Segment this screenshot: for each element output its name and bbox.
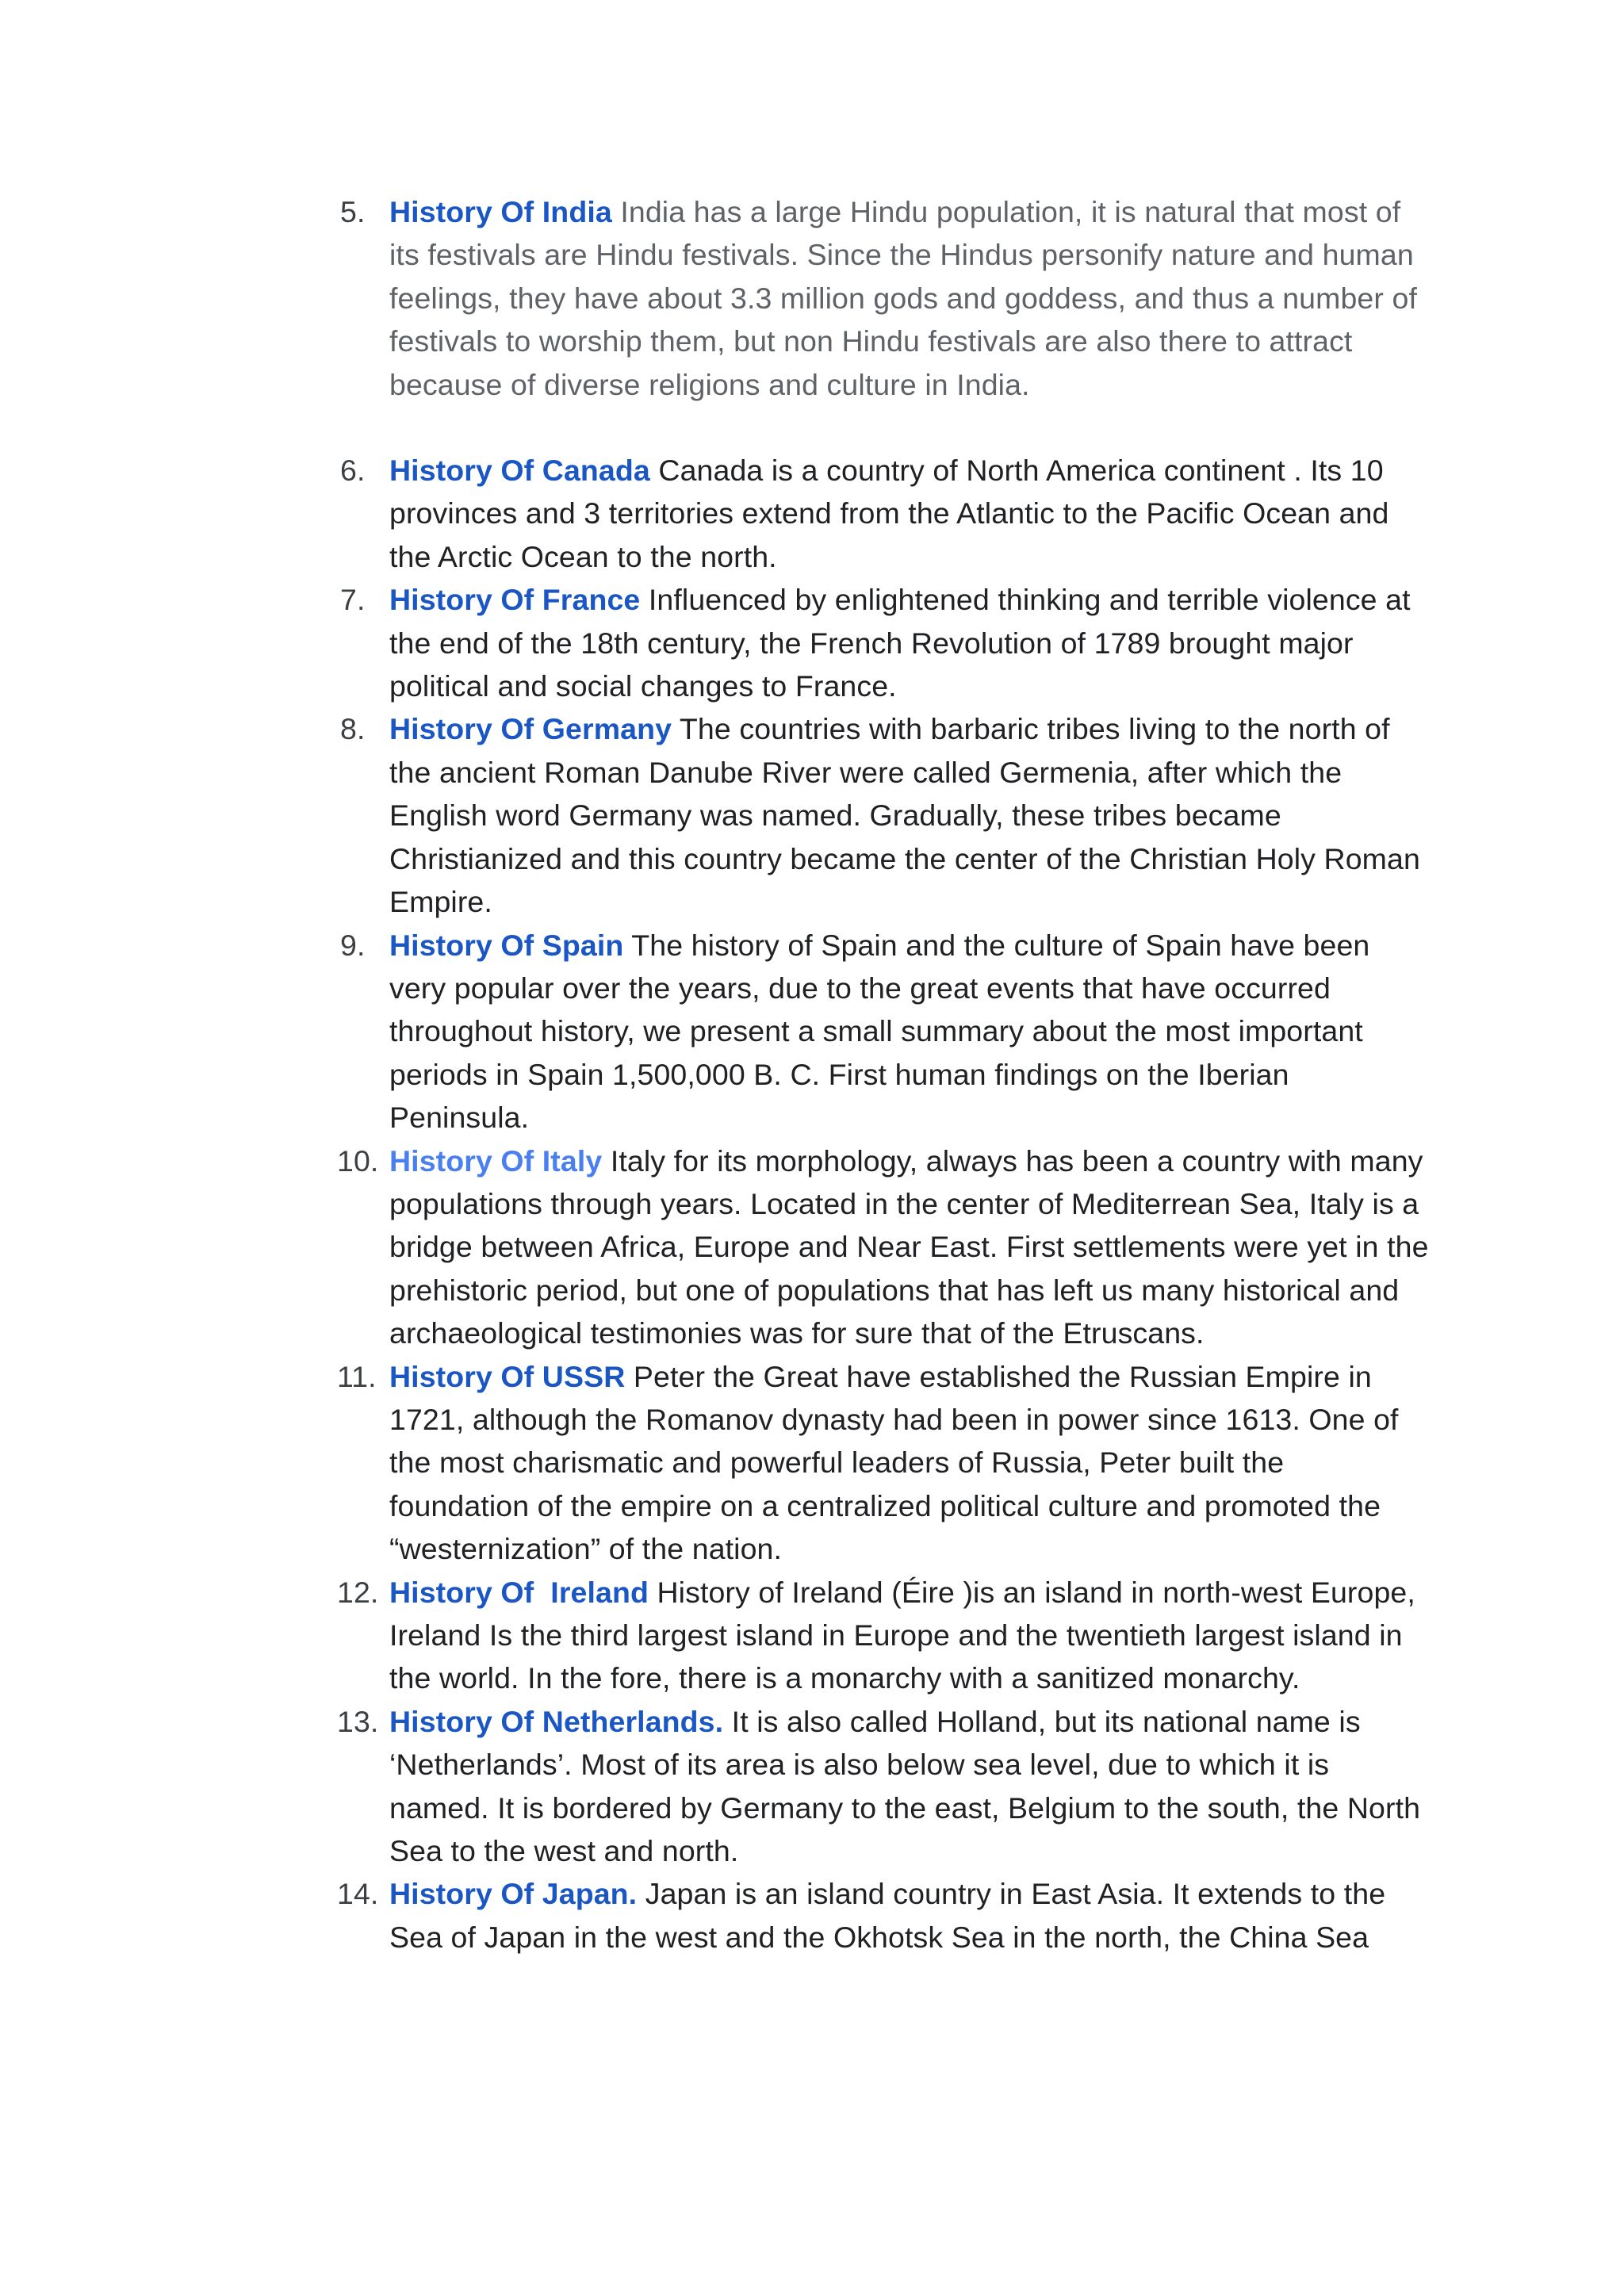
list-item-india — [335, 190, 1430, 406]
list-item-canada — [335, 449, 1430, 578]
item-number: 13. — [337, 1704, 379, 1738]
item-title-germany[interactable]: History Of Germany — [389, 712, 672, 746]
list-item-italy — [335, 1139, 1430, 1355]
list-item-germany — [335, 707, 1430, 923]
list-item-japan — [335, 1872, 1430, 1959]
item-text: It is also called Holland, but its national name is ‘Netherlands’. Most of its area is also below sea level, due to which it is named. It is bordered by Germany to the east, Belgium to the south, the North Sea to the west and north. — [389, 1704, 1421, 1868]
item-number: 5. — [340, 195, 366, 228]
item-text: Italy for its morphology, always has been a country with many populations through years. Located in the center of Mediterrean Sea, Italy is a bridge between Africa, Europe and Near East. First settlements were yet in the prehistoric period, but one of populations that has left us many historical and archaeological testimonies was for sure that of the Etruscans. — [389, 1143, 1429, 1350]
item-number: 11. — [337, 1359, 377, 1393]
item-number: 8. — [340, 712, 366, 746]
item-title-india[interactable]: History Of India — [389, 195, 612, 228]
item-title-canada[interactable]: History Of Canada — [389, 454, 650, 488]
item-title-france[interactable]: History Of France — [389, 583, 641, 617]
item-text: Peter the Great have established the Russian Empire in 1721, although the Romanov dynasty had been in power since 1613. One of the most charismatic and powerful leaders of Russia, Peter built the foundation of the empire on a centralized political culture and promoted the “westernization” of the nation. — [389, 1359, 1399, 1566]
item-title-netherlands[interactable]: History Of Netherlands. — [389, 1704, 724, 1738]
item-text: Influenced by enlightened thinking and terrible violence at the end of the 18th century, the French Revolution of 1789 brought major political and social changes to France. — [389, 583, 1411, 703]
item-number: 6. — [340, 454, 366, 488]
list-item-ussr — [335, 1355, 1430, 1571]
item-title-italy[interactable]: History Of Italy — [389, 1143, 603, 1178]
item-number: 14. — [337, 1877, 379, 1911]
item-text: Canada is a country of North America continent . Its 10 provinces and 3 territories extend from the Atlantic to the Pacific Ocean and the Arctic Ocean to the north. — [389, 454, 1389, 573]
item-title-spain[interactable]: History Of Spain — [389, 928, 624, 962]
item-title-ireland[interactable]: History Of Ireland — [389, 1575, 649, 1609]
list-item-netherlands — [335, 1700, 1430, 1873]
list-item-spain — [335, 924, 1430, 1139]
item-text: Japan is an island country in East Asia. It extends to the Sea of Japan in the west and the Okhotsk Sea in the north, the China Sea — [389, 1877, 1386, 1954]
item-number: 10. — [337, 1143, 379, 1178]
list-item-france — [335, 578, 1430, 707]
item-number: 7. — [340, 583, 366, 617]
item-text: The history of Spain and the culture of Spain have been very popular over the years, due to the great events that have occurred throughout history, we present a small summary about the most important periods in Spain 1,500,000 B. C. First human findings on the Iberian Peninsula. — [389, 928, 1370, 1135]
list-item-ireland — [335, 1571, 1430, 1700]
item-text: India has a large Hindu population, it is natural that most of its festivals are Hindu festivals. Since the Hindus personify nature and human feelings, they have about 3.3 million gods and goddess, and thus a number of festivals to worship them, but non Hindu festivals are also there to attract because of diverse religions and culture in India. — [389, 195, 1417, 401]
item-number: 12. — [337, 1575, 379, 1609]
item-title-japan[interactable]: History Of Japan. — [389, 1877, 638, 1911]
item-number: 9. — [340, 928, 366, 962]
item-title-ussr[interactable]: History Of USSR — [389, 1359, 626, 1393]
item-text: The countries with barbaric tribes living to the north of the ancient Roman Danube River were called Germenia, after which the English word Germany was named. Gradually, these tribes became Christianized and this country became the center of the Christian Holy Roman Empire. — [389, 712, 1420, 919]
history-list — [335, 190, 1430, 1959]
item-text: History of Ireland (Éire )is an island in north-west Europe, Ireland Is the third largest island in Europe and the twentieth largest island in the world. In the fore, there is a monarchy with a sanitized monarchy. — [389, 1575, 1415, 1695]
